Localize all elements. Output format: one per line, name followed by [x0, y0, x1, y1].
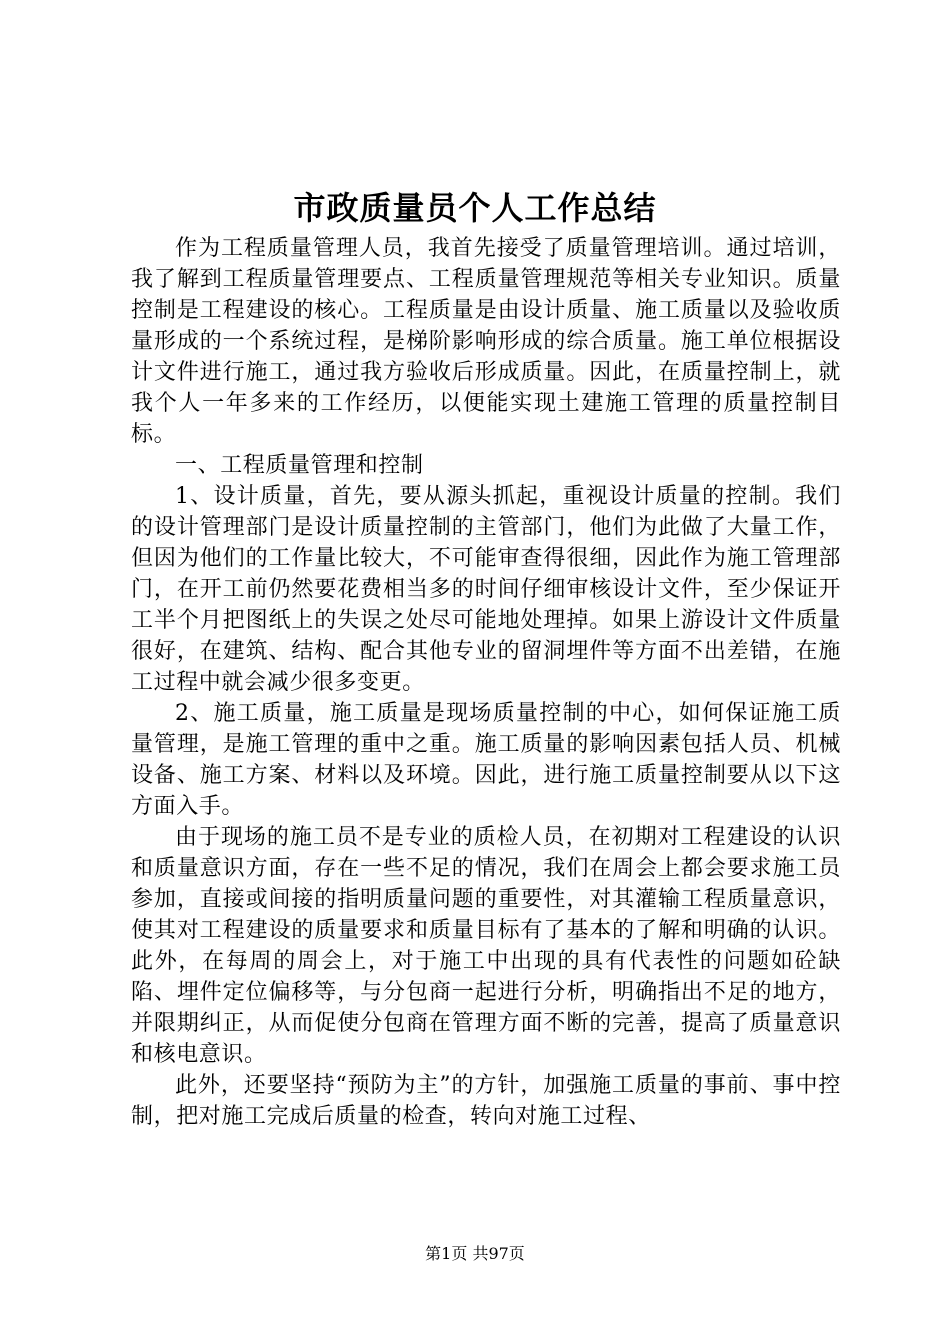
paragraph-prevention: 此外，还要坚持“预防为主”的方针，加强施工质量的事前、事中控制，把对施工完成后质量的检查，转向对施工过程、	[131, 1073, 841, 1129]
paragraph-design-quality: 1、设计质量，首先，要从源头抓起，重视设计质量的控制。我们的设计管理部门是设计质量控制的主管部门，他们为此做了大量工作，但因为他们的工作量比较大，不可能审查得很细，因此作为施工管理部门，在开工前仍然要花费相当多的时间仔细审核设计文件，至少保证开工半个月把图纸上的失误之处尽可能地处理掉。如果上游设计文件质量很好，在建筑、结构、配合其他专业的留洞埋件等方面不出差错，在施工过程中就会减少很多变更。	[131, 484, 841, 695]
document-title: 市政质量员个人工作总结	[293, 189, 657, 227]
paragraph-intro: 作为工程质量管理人员，我首先接受了质量管理培训。通过培训，我了解到工程质量管理要点、工程质量管理规范等相关专业知识。质量控制是工程建设的核心。工程质量是由设计质量、施工质量以及验收质量形成的一个系统过程，是梯阶影响形成的综合质量。施工单位根据设计文件进行施工，通过我方验收后形成质量。因此，在质量控制上，就我个人一年多来的工作经历，以便能实现土建施工管理的质量控制目标。	[131, 236, 841, 447]
paragraph-construction-quality: 2、施工质量，施工质量是现场质量控制的中心，如何保证施工质量管理，是施工管理的重中之重。施工质量的影响因素包括人员、机械设备、施工方案、材料以及环境。因此，进行施工质量控制要从以下这方面入手。	[131, 701, 841, 819]
paragraph-site-workers: 由于现场的施工员不是专业的质检人员，在初期对工程建设的认识和质量意识方面，存在一些不足的情况，我们在周会上都会要求施工员参加，直接或间接的指明质量问题的重要性，对其灌输工程质量意识，使其对工程建设的质量要求和质量目标有了基本的了解和明确的认识。此外，在每周的周会上，对于施工中出现的具有代表性的问题如砼缺陷、埋件定位偏移等，与分包商一起进行分析，明确指出不足的地方，并限期纠正，从而促使分包商在管理方面不断的完善，提高了质量意识和核电意识。	[131, 825, 841, 1067]
document-body	[131, 233, 841, 1132]
section-heading-quality-management: 一、工程质量管理和控制	[175, 453, 424, 478]
page-number-footer: 第1页 共97页	[425, 1244, 525, 1263]
